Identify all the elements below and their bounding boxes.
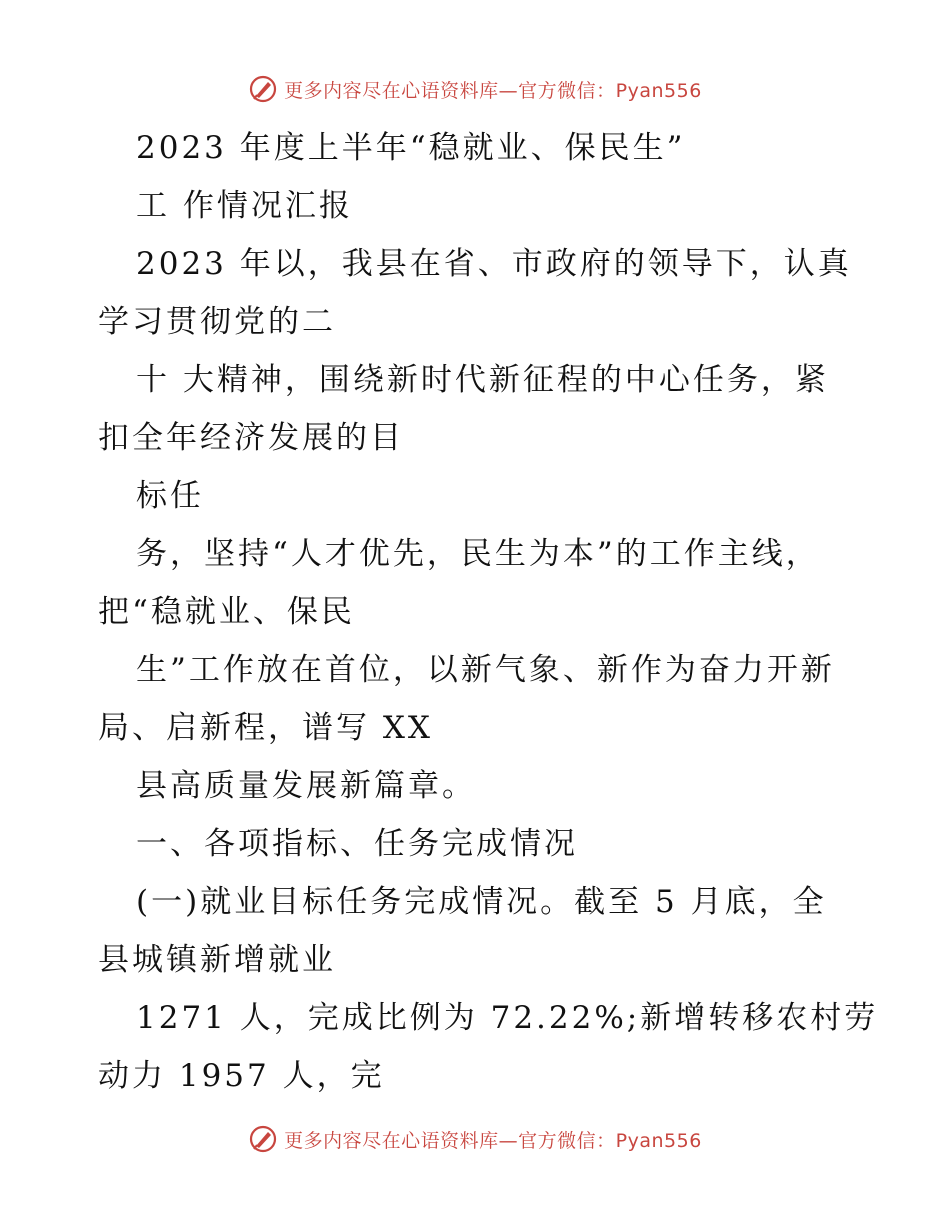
watermark-text: 更多内容尽在心语资料库—官方微信：Pyan556: [284, 1129, 702, 1152]
paragraph-line: 1271 人，完成比例为 72.22%;新增转移农村劳: [136, 1000, 879, 1036]
paragraph-line: 局、启新程，谱写 XX: [98, 710, 433, 746]
paragraph-line: 务，坚持“人才优先，民生为本”的工作主线，: [136, 536, 820, 572]
paragraph-line: (一)就业目标任务完成情况。截至 5 月底，全: [136, 884, 827, 920]
paragraph-line: 动力 1957 人，完: [98, 1058, 385, 1094]
watermark-text: 更多内容尽在心语资料库—官方微信：Pyan556: [284, 79, 702, 102]
paragraph-line: 生”工作放在首位，以新气象、新作为奋力开新: [136, 652, 835, 688]
footer-watermark: [0, 1124, 950, 1154]
paragraph-line: 标任: [136, 478, 204, 514]
paragraph-line: 扣全年经济发展的目: [98, 420, 404, 456]
paragraph-line: 县高质量发展新篇章。: [136, 768, 476, 804]
paragraph-line: 2023 年以，我县在省、市政府的领导下，认真: [136, 246, 852, 282]
paragraph-line: 县城镇新增就业: [98, 942, 336, 978]
doc-title-line-2: 工 作情况汇报: [136, 188, 353, 224]
paragraph-line: 把“稳就业、保民: [98, 594, 355, 630]
section-heading: 一、各项指标、任务完成情况: [136, 826, 578, 862]
paragraph-line: 十 大精神，围绕新时代新征程的中心任务，紧: [136, 362, 829, 398]
quill-pen-logo-icon: [248, 1124, 278, 1154]
paragraph-line: 学习贯彻党的二: [98, 304, 336, 340]
header-watermark: [0, 74, 950, 104]
quill-pen-logo-icon: [248, 74, 278, 104]
doc-title-line-1: 2023 年度上半年“稳就业、保民生”: [136, 130, 686, 166]
